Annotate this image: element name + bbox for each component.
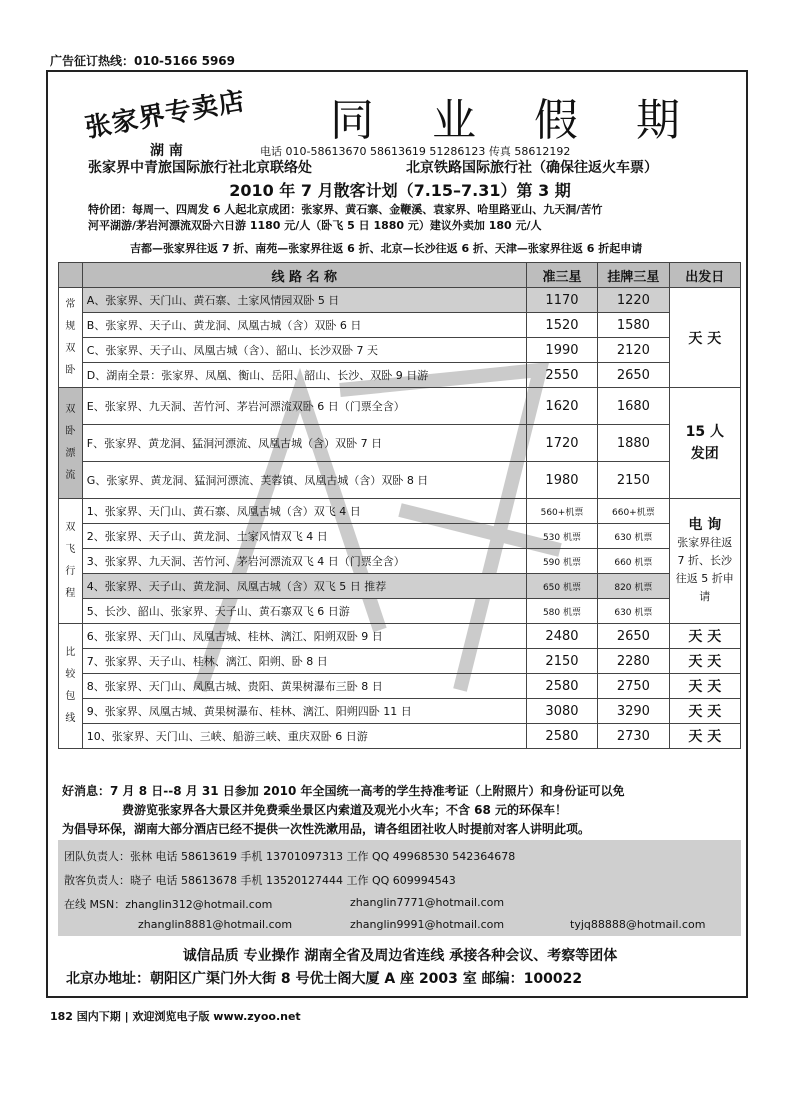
slogan: 诚信品质 专业操作 湖南全省及周边省连线 承接各种会议、考察等团体 xyxy=(182,948,618,964)
departure-cell: 天 天 xyxy=(669,674,740,699)
price-cell: 1990 xyxy=(526,338,597,363)
price-cell: 2150 xyxy=(598,462,669,499)
category-cell: 常规双卧 xyxy=(59,288,83,388)
price-cell: 1220 xyxy=(598,288,669,313)
ad-hotline: 广告征订热线：010-5166 5969 xyxy=(50,54,236,68)
price-cell: 3290 xyxy=(598,699,669,724)
price-cell: 2580 xyxy=(526,724,597,749)
table-row xyxy=(59,699,741,724)
price-cell: 2480 xyxy=(526,624,597,649)
route-cell: 10、张家界、天门山、三峡、船游三峡、重庆双卧 6 日游 xyxy=(82,724,526,749)
price-cell: 1580 xyxy=(598,313,669,338)
news-line: 好消息：7 月 8 日--8 月 31 日参加 2010 年全国统一高考的学生持准考证（上附照片）和身份证可以免 xyxy=(62,784,625,798)
table-row xyxy=(59,363,741,388)
route-cell: B、张家界、天子山、黄龙洞、凤凰古城（含）双卧 6 日 xyxy=(82,313,526,338)
price-cell: 630 机票 xyxy=(598,599,669,624)
team-contact: 团队负责人：张林 电话 58613619 手机 13701097313 工作 QQ 49968530 542364678 xyxy=(64,850,516,863)
header-route: 线 路 名 称 xyxy=(82,263,526,288)
price-cell: 2730 xyxy=(598,724,669,749)
office-address: 北京办地址：朝阳区广渠门外大街 8 号优士阁大厦 A 座 2003 室 邮编：100022 xyxy=(66,971,583,987)
route-cell: 5、长沙、韶山、张家界、天子山、黄石寨双飞 6 日游 xyxy=(82,599,526,624)
route-cell: 1、张家界、天门山、黄石寨、凤凰古城（含）双飞 4 日 xyxy=(82,499,526,524)
route-cell: 6、张家界、天门山、凤凰古城、桂林、漓江、阳朔双卧 9 日 xyxy=(82,624,526,649)
route-cell: G、张家界、黄龙洞、猛洞河漂流、芙蓉镇、凤凰古城（含）双卧 8 日 xyxy=(82,462,526,499)
msn-link[interactable]: tyjq88888@hotmail.com xyxy=(570,918,706,931)
price-cell: 2580 xyxy=(526,674,597,699)
individual-contact: 散客负责人：晓子 电话 58613678 手机 13520127444 工作 QQ 609994543 xyxy=(64,874,456,887)
table-row xyxy=(59,425,741,462)
category-cell: 比较包线 xyxy=(59,624,83,749)
table-row xyxy=(59,338,741,363)
route-cell: D、湖南全景：张家界、凤凰、衡山、岳阳、韶山、长沙、双卧 9 日游 xyxy=(82,363,526,388)
route-cell: A、张家界、天门山、黄石寨、土家风情园双卧 5 日 xyxy=(82,288,526,313)
departure-15-line1: 15 人 xyxy=(685,424,724,440)
table-row xyxy=(59,288,741,313)
logo: 张家界专卖店 xyxy=(83,86,248,144)
price-cell: 660 机票 xyxy=(598,549,669,574)
table-row xyxy=(59,624,741,649)
contact-block xyxy=(58,840,741,936)
table-row xyxy=(59,549,741,574)
table-row xyxy=(59,574,741,599)
price-cell: 2650 xyxy=(598,624,669,649)
branch1-phone: 电话 010-58613670 58613619 51286123 传真 58612192 xyxy=(260,145,571,158)
branch1-label: 湖 南 xyxy=(150,143,183,159)
table-row xyxy=(59,462,741,499)
special-offer-detail: 河平湖游/茅岩河漂流双卧六日游 1180 元/人（卧飞 5 日 1880 元）建议外卖加 180 元/人 xyxy=(88,219,542,232)
price-cell: 530 机票 xyxy=(526,524,597,549)
price-cell: 1620 xyxy=(526,388,597,425)
price-cell: 2650 xyxy=(598,363,669,388)
branch1-name: 张家界中青旅国际旅行社北京联络处 xyxy=(88,160,312,176)
price-cell: 1720 xyxy=(526,425,597,462)
price-cell: 2750 xyxy=(598,674,669,699)
departure-cell xyxy=(669,388,740,499)
news-block xyxy=(62,782,742,839)
msn-link[interactable]: 在线 MSN：zhanglin312@hotmail.com xyxy=(64,898,273,911)
price-cell: 3080 xyxy=(526,699,597,724)
issue-title: 2010 年 7 月散客计划（7.15–7.31）第 3 期 xyxy=(229,181,571,200)
route-cell: C、张家界、天子山、凤凰古城（含）、韶山、长沙双卧 7 天 xyxy=(82,338,526,363)
price-cell: 2280 xyxy=(598,649,669,674)
route-cell: 8、张家界、天门山、凤凰古城、贵阳、黄果树瀑布三卧 8 日 xyxy=(82,674,526,699)
header-price2: 挂牌三星 xyxy=(598,263,669,288)
departure-15-line2: 发团 xyxy=(690,446,719,462)
table-row xyxy=(59,388,741,425)
special-offer: 特价团：每周一、四周发 6 人起北京成团：张家界、黄石寨、金鞭溪、袁家界、哈里路亚山、九天洞/苦竹 xyxy=(88,203,603,216)
header-departure: 出发日 xyxy=(669,263,740,288)
price-cell: 560+机票 xyxy=(526,499,597,524)
table-row xyxy=(59,313,741,338)
route-cell: E、张家界、九天洞、苦竹河、茅岩河漂流双卧 6 日（门票全含） xyxy=(82,388,526,425)
branch2-name: 北京铁路国际旅行社（确保往返火车票） xyxy=(406,160,658,176)
route-cell: F、张家界、黄龙洞、猛洞河漂流、凤凰古城（含）双卧 7 日 xyxy=(82,425,526,462)
route-cell: 7、张家界、天子山、桂林、漓江、阳朔、卧 8 日 xyxy=(82,649,526,674)
news-line: 为倡导环保，湖南大部分酒店已经不提供一次性洗漱用品，请各组团社收人时提前对客人讲明此项。 xyxy=(62,822,591,836)
category-cell: 双卧漂流 xyxy=(59,388,83,499)
page-title: 同 业 假 期 xyxy=(330,95,702,146)
table-row xyxy=(59,649,741,674)
departure-cell: 天 天 xyxy=(669,288,740,388)
price-cell: 1520 xyxy=(526,313,597,338)
route-cell: 9、张家界、凤凰古城、黄果树瀑布、桂林、漓江、阳朔四卧 11 日 xyxy=(82,699,526,724)
table-row xyxy=(59,524,741,549)
msn-link[interactable]: zhanglin8881@hotmail.com xyxy=(138,918,293,931)
price-cell: 2120 xyxy=(598,338,669,363)
route-cell: 2、张家界、天子山、黄龙洞、土家风情双飞 4 日 xyxy=(82,524,526,549)
price-cell: 1980 xyxy=(526,462,597,499)
category-cell: 双飞行程 xyxy=(59,499,83,624)
msn-link[interactable]: zhanglin9991@hotmail.com xyxy=(350,918,505,931)
price-cell: 2550 xyxy=(526,363,597,388)
price-cell: 1170 xyxy=(526,288,597,313)
departure-cell: 天 天 xyxy=(669,624,740,649)
route-table xyxy=(58,262,741,749)
departure-cell: 天 天 xyxy=(669,649,740,674)
departure-call-line1: 电 询 xyxy=(688,517,722,533)
route-cell: 4、张家界、天子山、黄龙洞、凤凰古城（含）双飞 5 日 推荐 xyxy=(82,574,526,599)
price-cell: 820 机票 xyxy=(598,574,669,599)
price-cell: 660+机票 xyxy=(598,499,669,524)
transfer-info: 吉都—张家界往返 7 折、南苑—张家界往返 6 折、北京—长沙往返 6 折、天津—张家界往返 6 折起申请 xyxy=(130,242,643,255)
price-cell: 630 机票 xyxy=(598,524,669,549)
msn-link[interactable]: zhanglin7771@hotmail.com xyxy=(350,896,505,909)
departure-cell: 天 天 xyxy=(669,699,740,724)
header-cat xyxy=(59,263,83,288)
price-cell: 2150 xyxy=(526,649,597,674)
table-row xyxy=(59,724,741,749)
table-row xyxy=(59,599,741,624)
price-cell: 1680 xyxy=(598,388,669,425)
departure-cell: 天 天 xyxy=(669,724,740,749)
page-footer: 182 国内下期 | 欢迎浏览电子版 www.zyoo.net xyxy=(50,1010,301,1023)
departure-call-line2: 张家界往返 7 折、长沙往返 5 折申请 xyxy=(675,536,734,603)
departure-cell xyxy=(669,499,740,624)
header-price1: 准三星 xyxy=(526,263,597,288)
news-line: 费游览张家界各大景区并免费乘坐景区内索道及观光小火车；不含 68 元的环保车！ xyxy=(122,803,568,817)
table-header xyxy=(59,263,741,288)
route-cell: 3、张家界、九天洞、苦竹河、茅岩河漂流双飞 4 日（门票全含） xyxy=(82,549,526,574)
price-cell: 1880 xyxy=(598,425,669,462)
price-cell: 580 机票 xyxy=(526,599,597,624)
table-row xyxy=(59,499,741,524)
table-row xyxy=(59,674,741,699)
price-cell: 650 机票 xyxy=(526,574,597,599)
price-cell: 590 机票 xyxy=(526,549,597,574)
